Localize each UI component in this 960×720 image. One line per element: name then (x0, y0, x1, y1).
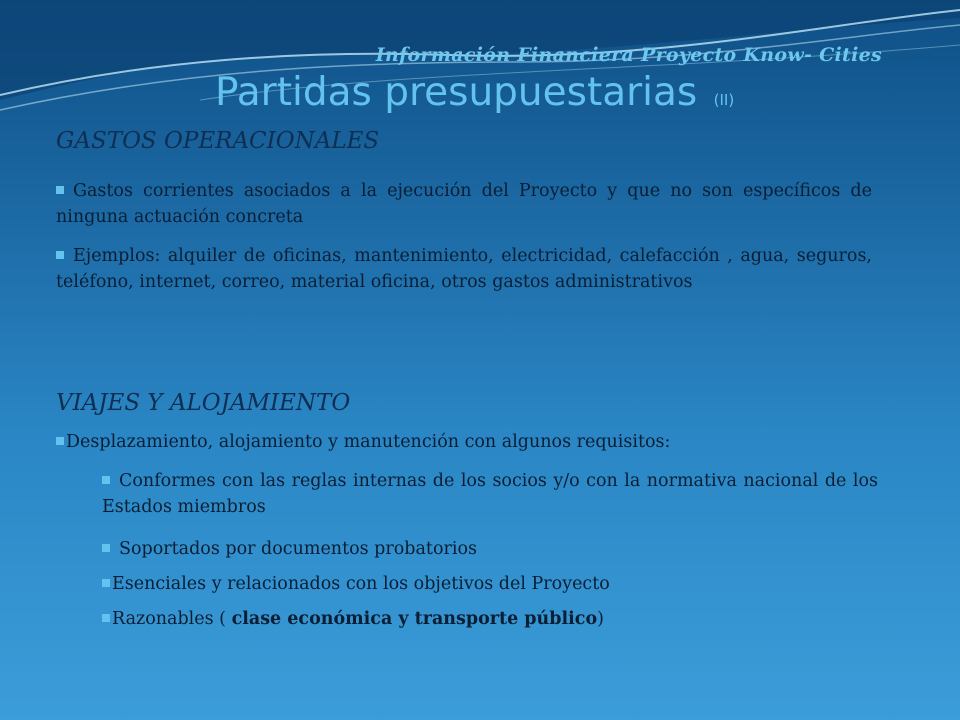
list-item: Desplazamiento, alojamiento y manutención con algunos requisitos: (56, 429, 872, 455)
slide-title (215, 70, 734, 115)
list-item: Ejemplos: alquiler de oficinas, mantenimiento, electricidad, calefacción , agua, seguros, teléfono, internet, correo, material oficina, otros gastos administrativos (56, 246, 872, 292)
header-project-title: Información Financiera Proyecto Know- Cities (375, 44, 882, 66)
bullet-icon (56, 251, 64, 259)
bullet-icon (102, 579, 110, 587)
sub-list-item: Conformes con las reglas internas de los socios y/o con la normativa nacional de los Estados miembros (102, 471, 878, 517)
bullet-icon (102, 614, 110, 622)
section-heading-viajes: VIAJES Y ALOJAMIENTO (56, 390, 351, 416)
slide-title-main: Partidas presupuestarias (215, 70, 698, 115)
slide-title-sub: (II) (713, 91, 735, 109)
sub-list-item: Esenciales y relacionados con los objetivos del Proyecto (102, 571, 878, 597)
bullet-icon (56, 437, 64, 445)
bullet-icon (56, 186, 64, 194)
list-item: Gastos corrientes asociados a la ejecución del Proyecto y que no son específicos de ninguna actuación concreta (56, 181, 872, 227)
bullet-icon (102, 544, 110, 552)
sub-list-item: Soportados por documentos probatorios (102, 536, 878, 562)
section-heading-gastos: GASTOS OPERACIONALES (56, 128, 380, 154)
bullet-icon (102, 476, 110, 484)
bold-emphasis: clase económica y transporte público (231, 609, 598, 629)
sub-list-item: Razonables ( clase económica y transporte público) (102, 606, 878, 632)
